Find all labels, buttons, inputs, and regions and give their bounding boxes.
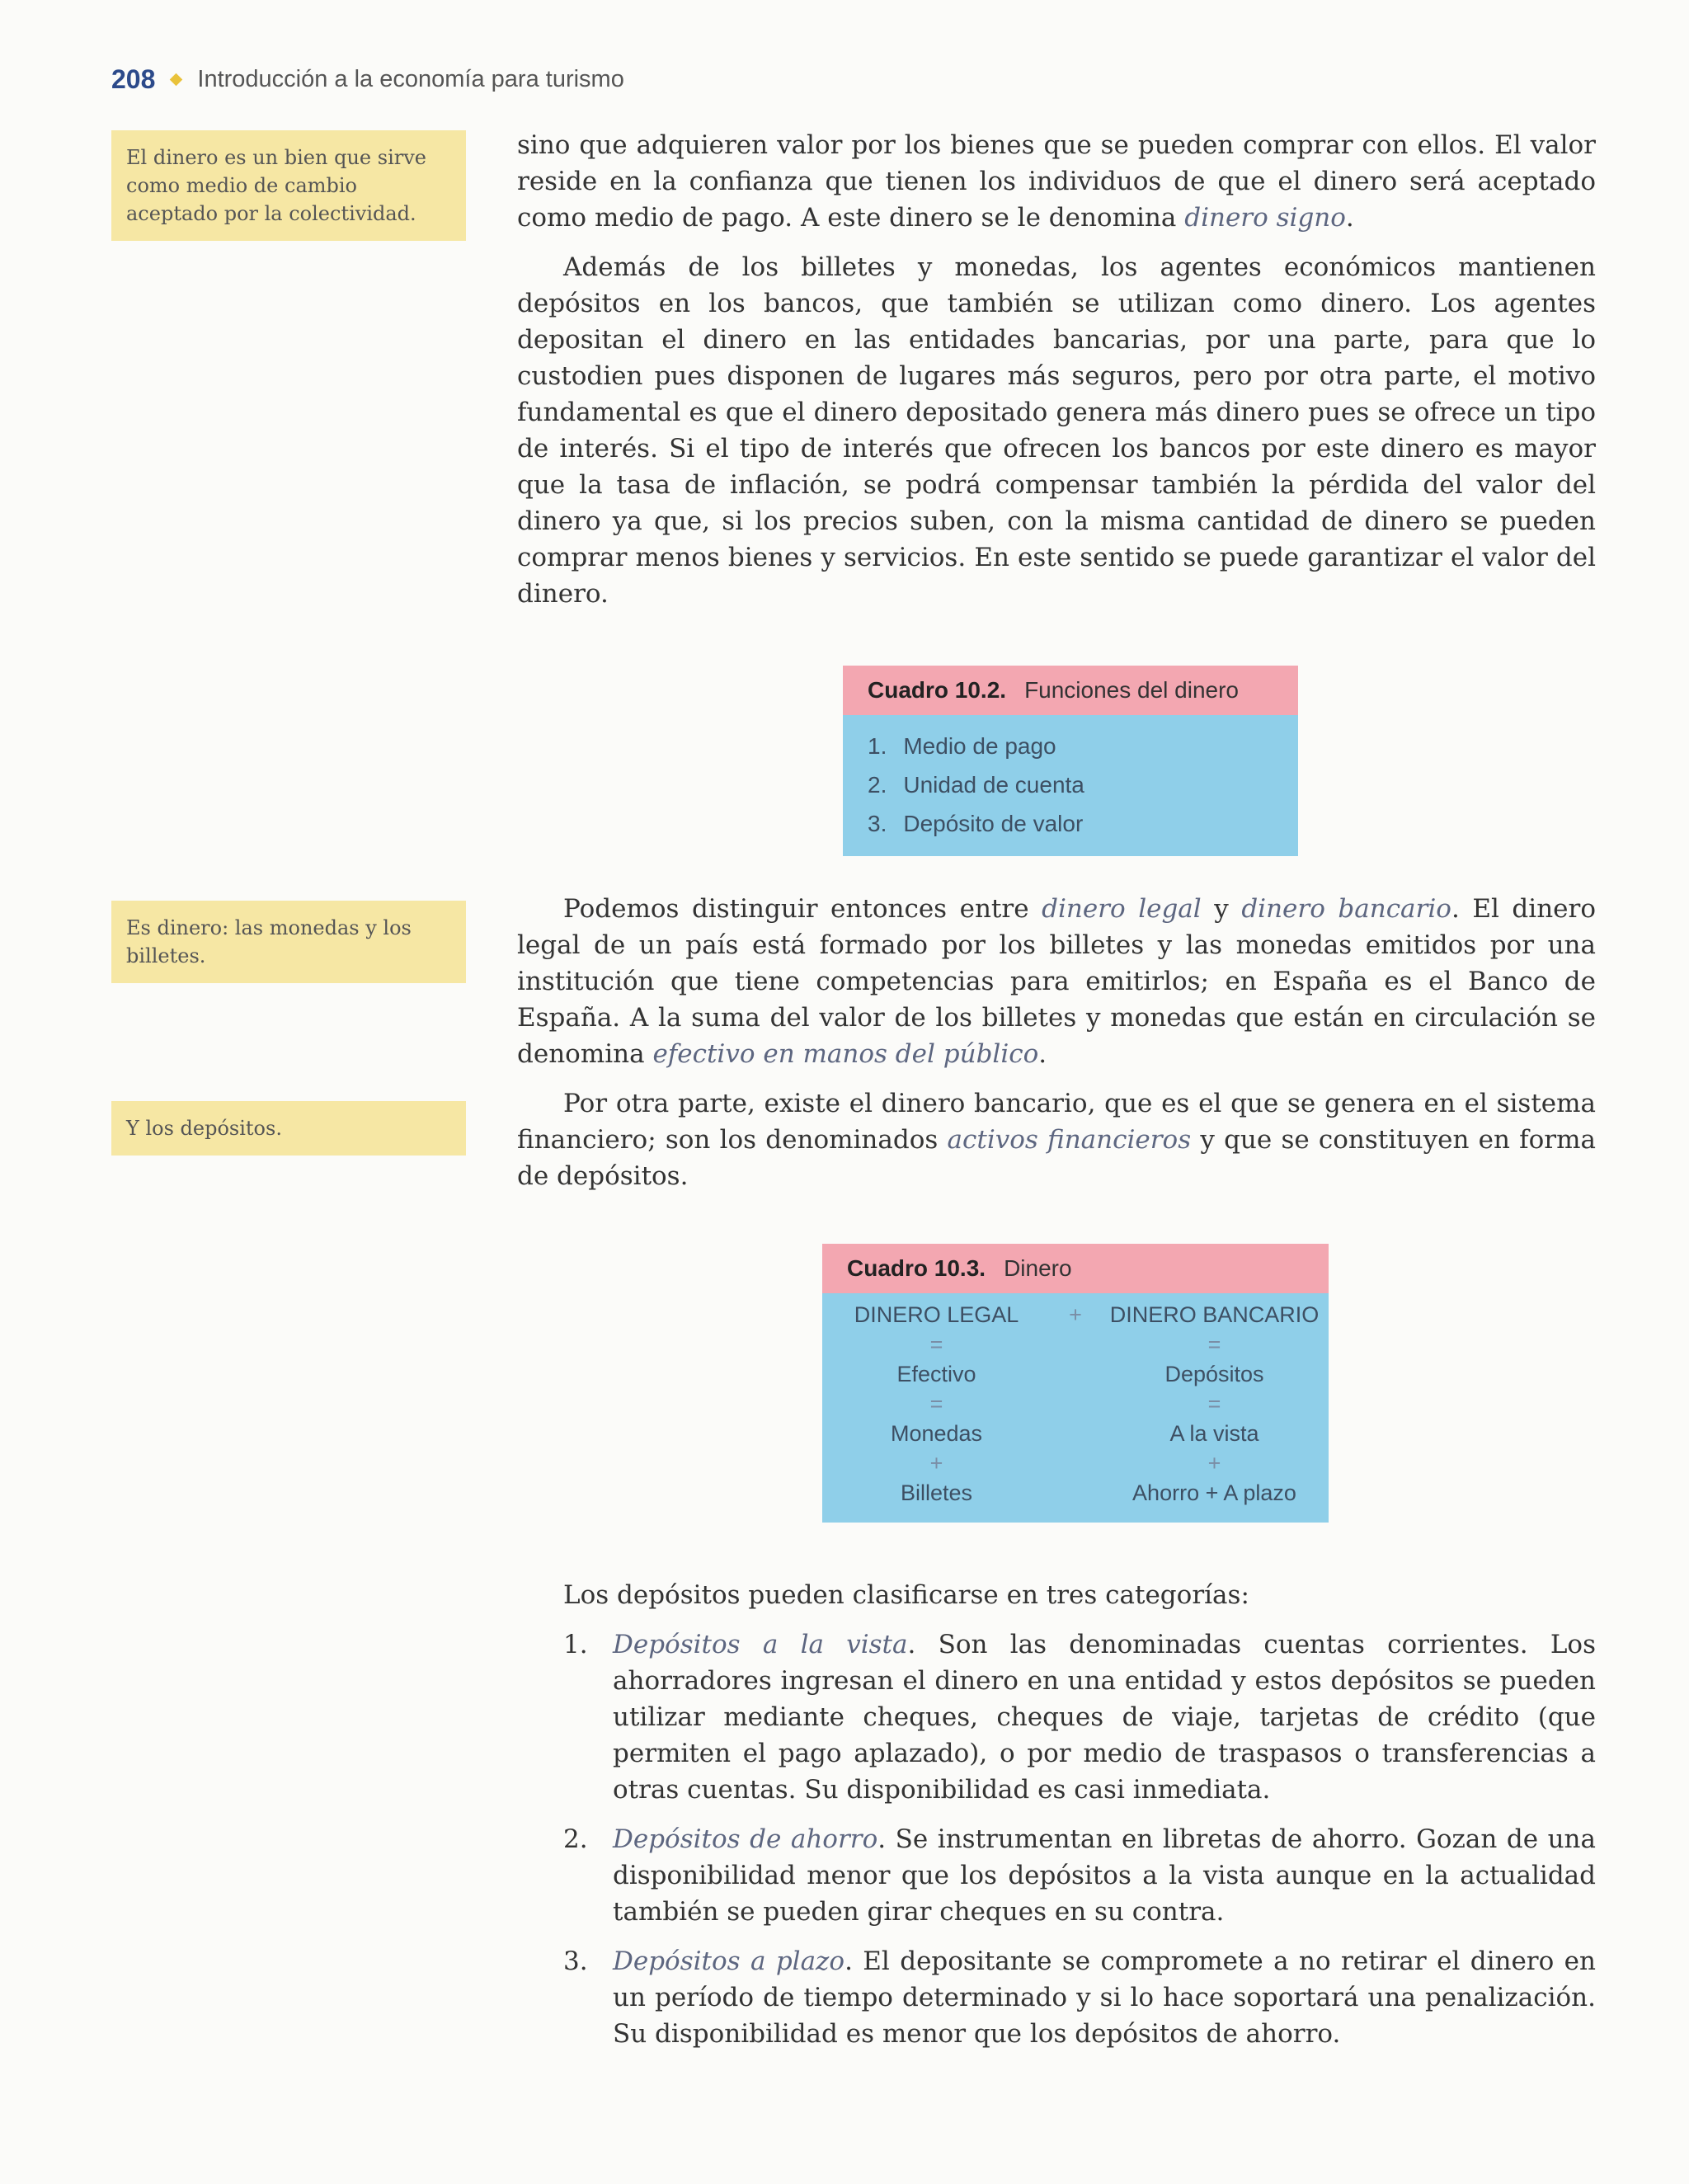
paragraph-2: Además de los billetes y monedas, los agentes económicos mantienen depósitos en los bancos, que también se utilizan como dinero. Los agentes depositan el dinero en las entidades bancarias, por una parte, para que lo custodien pues disponen de lugares más seguros, pero por otra parte, el motivo fundamental es que el dinero depositado genera más dinero pues se ofrece un tipo de interés. Si el tipo de interés que ofrecen los bancos por este dinero es mayor que la tasa de inflación, se podrá compensar también la pérdida del valor del dinero ya que, si los precios suben, con la misma cantidad de dinero se pueden comprar menos bienes y servicios. En este sentido se puede garantizar el valor del dinero. [517, 252, 1596, 609]
table-header [822, 1244, 1329, 1293]
cell: A la vista [1169, 1421, 1259, 1446]
term-dinero-signo: dinero signo [1184, 203, 1346, 233]
term-activos-financieros: activos financieros [947, 1125, 1192, 1155]
table-title: Dinero [1004, 1255, 1072, 1281]
list-item: 1. Depósitos a la vista. Son las denominadas cuentas corrientes. Los ahorradores ingresan el dinero en una entidad y estos depósitos se pueden utilizar mediante cheques, cheques de viaje, tarjetas de crédito (que permiten el pago aplazado), o por medio de traspasos o transferencias a otras cuentas. Su disponibilidad es casi inmediata. [563, 1630, 1596, 1805]
body-text-top [517, 127, 1596, 625]
table-body [843, 715, 1298, 856]
table-funciones-del-dinero [843, 666, 1298, 856]
cell: Ahorro + A plazo [1132, 1480, 1296, 1505]
paragraph-4: Por otra parte, existe el dinero bancario, que es el que se genera en el sistema financiero; son los denominados activos financieros y que se constituyen en forma de depósitos. [517, 1089, 1596, 1191]
book-title: Introducción a la economía para turismo [197, 66, 624, 92]
body-text-bottom [517, 1577, 1596, 2065]
term-dinero-bancario: dinero bancario [1241, 894, 1451, 924]
paragraph-1: sino que adquieren valor por los bienes que se pueden comprar con ellos. El valor reside en la confianza que tienen los individuos de que el dinero será aceptado como medio de pago. A este dinero se le denomina dinero signo. [517, 130, 1596, 233]
running-header [111, 64, 624, 95]
cell: DINERO BANCARIO [1109, 1302, 1320, 1327]
cell: Monedas [890, 1421, 983, 1446]
deposit-list [517, 1626, 1596, 2052]
list-item: 1. Medio de pago [868, 733, 1056, 759]
diamond-bullet-icon [170, 73, 183, 87]
cell: Depósitos [1164, 1362, 1264, 1386]
term-efectivo: efectivo en manos del público [652, 1039, 1039, 1069]
body-text-middle [517, 891, 1596, 1207]
table-header [843, 666, 1298, 715]
table-label: Cuadro 10.2. [868, 677, 1007, 703]
margin-note-legal-money: Es dinero: las monedas y los billetes. [111, 901, 466, 983]
margin-note-definition: El dinero es un bien que sirve como medio de cambio aceptado por la colectividad. [111, 130, 466, 241]
table-title: Funciones del dinero [1024, 677, 1240, 703]
paragraph-5: Los depósitos pueden clasificarse en tres categorías: [563, 1580, 1249, 1610]
term-dinero-legal: dinero legal [1042, 894, 1202, 924]
list-item: 3. Depósitos a plazo. El depositante se compromete a no retirar el dinero en un período de tiempo determinado y si lo hace soportará una penalización. Su disponibilidad es menor que los depósitos de ahorro. [563, 1946, 1596, 2049]
cell: DINERO LEGAL [854, 1302, 1019, 1327]
list-item: 3. Depósito de valor [868, 811, 1084, 836]
page-number: 208 [111, 64, 156, 94]
list-item: 2. Unidad de cuenta [868, 772, 1084, 798]
paragraph-3: Podemos distinguir entonces entre dinero legal y dinero bancario. El dinero legal de un país está formado por los billetes y las monedas emitidos por una institución que tiene competencias para emitirlos; en España es el Banco de España. A la suma del valor de los billetes y monedas que están en circulación se denomina efectivo en manos del público. [517, 894, 1596, 1069]
table-body: DINERO LEGAL + DINERO BANCARIO = = Efectivo Depósitos = = Monedas A la vista + + Billetes Ahorro + A plazo [822, 1293, 1329, 1523]
table-label: Cuadro 10.3. [847, 1255, 986, 1281]
list-item: 2. Depósitos de ahorro. Se instrumentan en libretas de ahorro. Gozan de una disponibilidad menor que los depósitos a la vista aunque en la actualidad también se pueden girar cheques en su contra. [563, 1824, 1596, 1927]
margin-note-deposits: Y los depósitos. [111, 1101, 466, 1156]
cell: Billetes [900, 1480, 973, 1505]
cell: Efectivo [896, 1362, 976, 1386]
table-dinero [822, 1244, 1329, 1523]
